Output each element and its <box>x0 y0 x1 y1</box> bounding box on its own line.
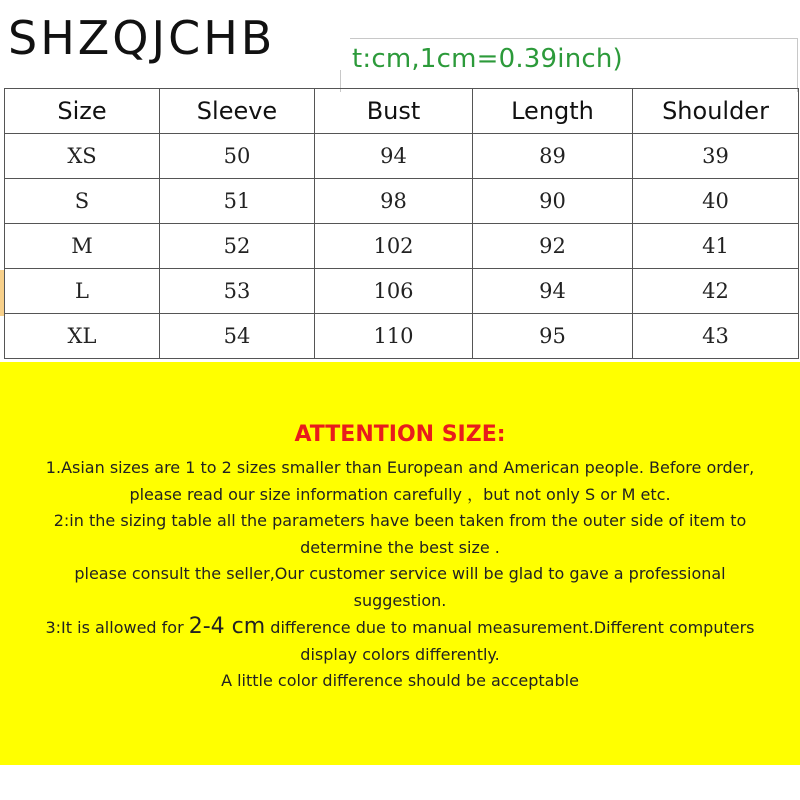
cell-sleeve: 53 <box>160 269 315 314</box>
size-table <box>4 88 799 359</box>
cell-size: XL <box>5 314 160 359</box>
cell-bust: 110 <box>315 314 473 359</box>
header-sleeve: Sleeve <box>160 89 315 134</box>
note-line: A little color difference should be acceptable <box>221 671 579 690</box>
attention-notes <box>0 455 800 695</box>
cell-size: XS <box>5 134 160 179</box>
note-line: suggestion. <box>353 590 447 610</box>
cell-bust: 106 <box>315 269 473 314</box>
header-size: Size <box>5 89 160 134</box>
table-row <box>5 179 799 224</box>
cell-size: S <box>5 179 160 224</box>
cell-size: L <box>5 269 160 314</box>
cell-bust: 102 <box>315 224 473 269</box>
cell-bust: 94 <box>315 134 473 179</box>
cell-shoulder: 43 <box>633 314 799 359</box>
cell-size: M <box>5 224 160 269</box>
cell-shoulder: 40 <box>633 179 799 224</box>
header-bust: Bust <box>315 89 473 134</box>
note-line: please consult the seller,Our customer service will be glad to gave a professional <box>74 564 726 583</box>
note-text: difference due to manual measurement.Different computers <box>265 618 755 637</box>
cell-sleeve: 54 <box>160 314 315 359</box>
cell-sleeve: 51 <box>160 179 315 224</box>
table-row <box>5 314 799 359</box>
cell-shoulder: 42 <box>633 269 799 314</box>
note-line <box>0 614 800 642</box>
unit-note: t:cm,1cm=0.39inch) <box>352 44 623 74</box>
cell-length: 90 <box>473 179 633 224</box>
table-row <box>5 269 799 314</box>
cell-length: 95 <box>473 314 633 359</box>
cell-shoulder: 41 <box>633 224 799 269</box>
header-length: Length <box>473 89 633 134</box>
attention-title: ATTENTION SIZE: <box>294 422 506 447</box>
table-row <box>5 224 799 269</box>
table-header-row <box>5 89 799 134</box>
cell-shoulder: 39 <box>633 134 799 179</box>
cell-bust: 98 <box>315 179 473 224</box>
cell-sleeve: 50 <box>160 134 315 179</box>
note-line: 1.Asian sizes are 1 to 2 sizes smaller than European and American people. Before order, <box>45 458 755 477</box>
cell-length: 92 <box>473 224 633 269</box>
cell-length: 89 <box>473 134 633 179</box>
table-row <box>5 134 799 179</box>
header-shoulder: Shoulder <box>633 89 799 134</box>
brand-watermark: SHZQJCHB <box>8 11 276 65</box>
cell-sleeve: 52 <box>160 224 315 269</box>
note-line: please read our size information carefully ，but not only S or M etc. <box>129 484 671 504</box>
note-line: 2:in the sizing table all the parameters have been taken from the outer side of item to <box>53 511 747 530</box>
tolerance-highlight: 2-4 cm <box>188 614 266 639</box>
note-text: 3:It is allowed for <box>45 618 189 637</box>
note-line: determine the best size . <box>300 537 500 557</box>
cell-length: 94 <box>473 269 633 314</box>
note-line: display colors differently. <box>300 644 500 664</box>
